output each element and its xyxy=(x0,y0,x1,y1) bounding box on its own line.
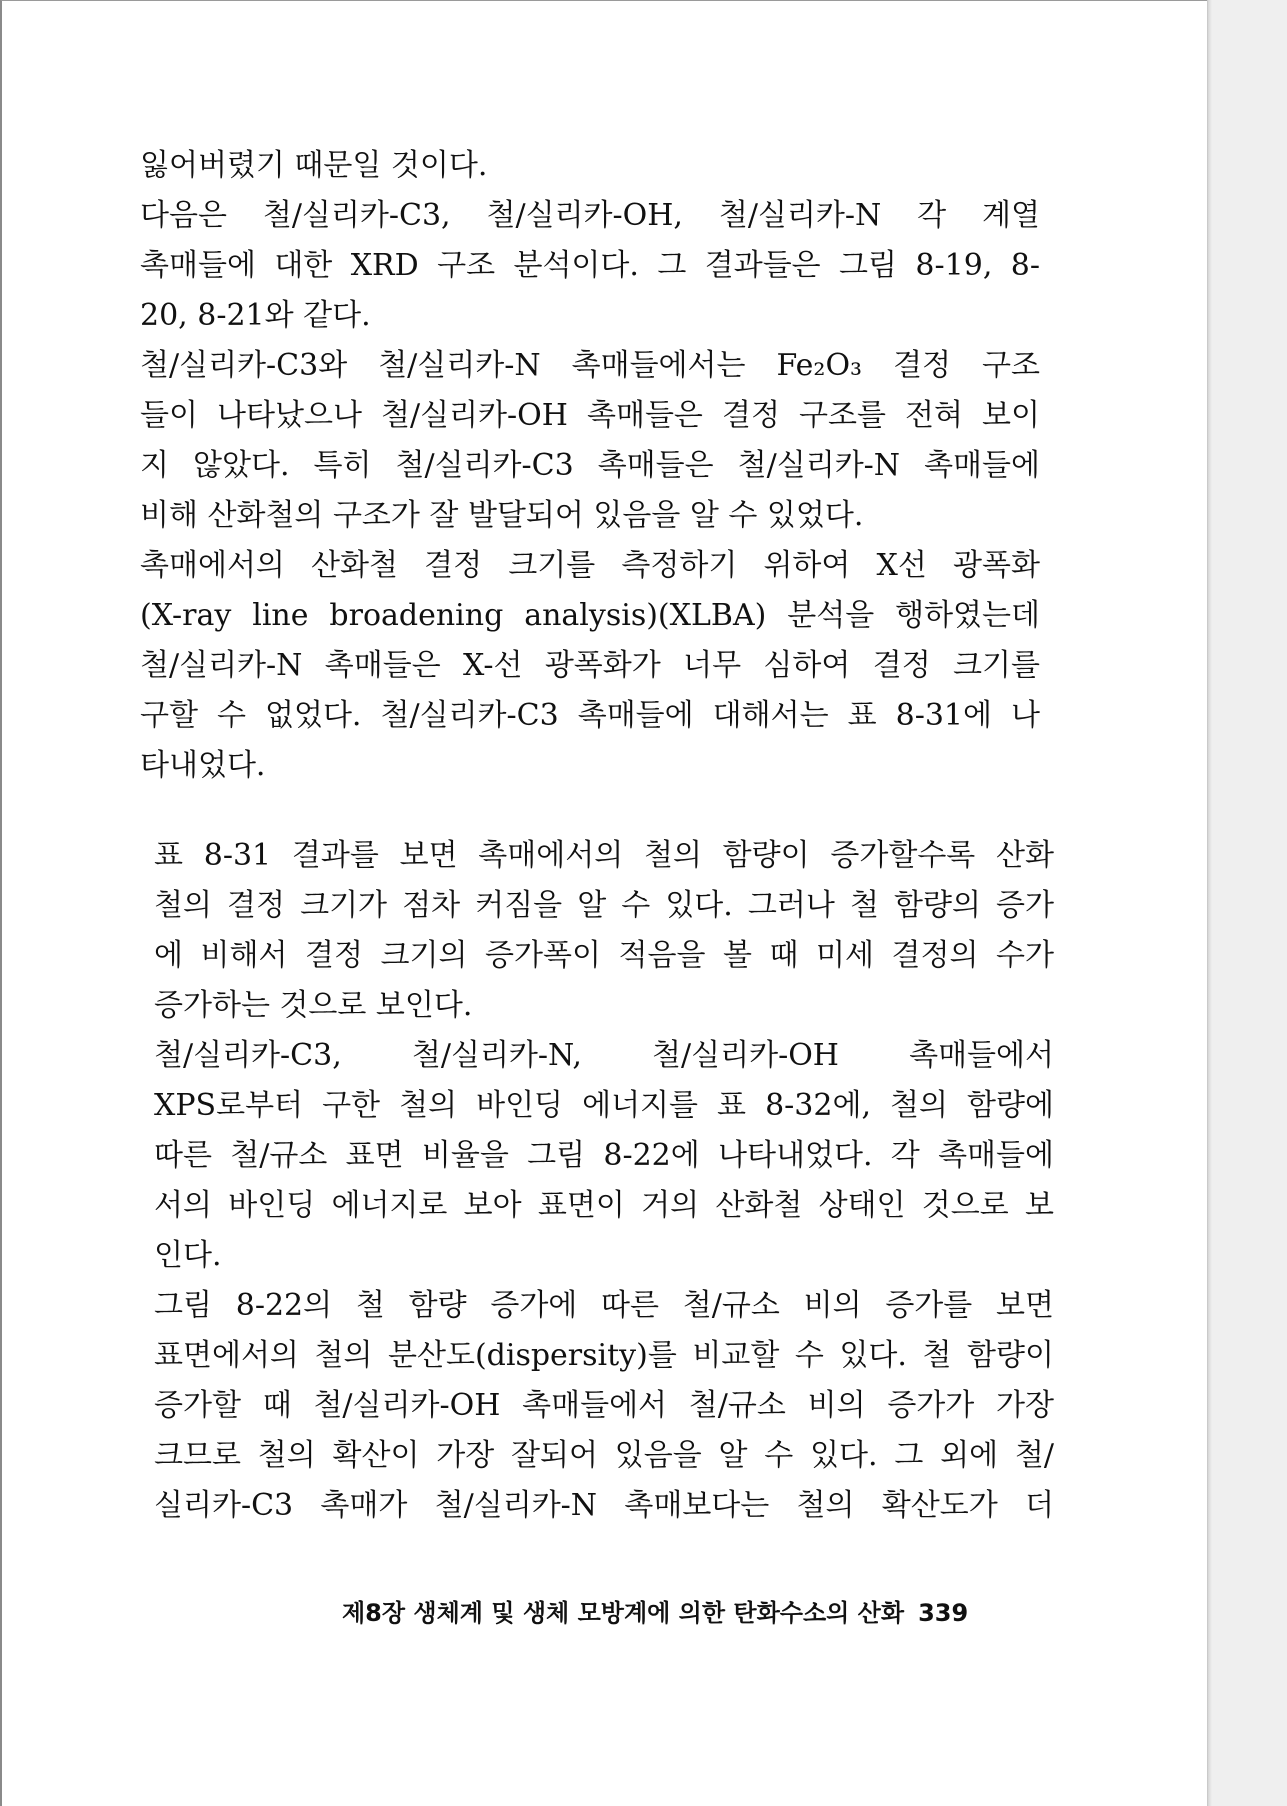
text-line: 그림 8-22의 철 함량 증가에 따른 철/규소 비의 증가를 보면 xyxy=(154,1288,1054,1323)
text-line: (X-ray line broadening analysis)(XLBA) 분석을 행하였는데 xyxy=(140,598,1040,633)
page-footer xyxy=(342,1593,968,1628)
text-line: 실리카-C3 촉매가 철/실리카-N 촉매보다는 철의 확산도가 더 xyxy=(154,1488,1054,1523)
text-line: 증가하는 것으로 보인다. xyxy=(154,988,473,1023)
text-line: 구할 수 없었다. 철/실리카-C3 촉매들에 대해서는 표 8-31에 나 xyxy=(140,698,1040,733)
text-line: 들이 나타났으나 철/실리카-OH 촉매들은 결정 구조를 전혀 보이 xyxy=(140,398,1040,433)
body-text-lower xyxy=(154,831,1054,1571)
text-line: 에 비해서 결정 크기의 증가폭이 적음을 볼 때 미세 결정의 수가 xyxy=(154,938,1054,973)
text-line: 표면에서의 철의 분산도(dispersity)를 비교할 수 있다. 철 함량이 xyxy=(154,1338,1054,1373)
text-line: 지 않았다. 특히 철/실리카-C3 촉매들은 철/실리카-N 촉매들에 xyxy=(140,448,1040,483)
viewer-background xyxy=(1212,0,1287,1806)
text-line: 철/실리카-C3, 철/실리카-N, 철/실리카-OH 촉매들에서 xyxy=(154,1038,1054,1073)
text-line: 철/실리카-N 촉매들은 X-선 광폭화가 너무 심하여 결정 크기를 xyxy=(140,648,1040,683)
text-line: 타내었다. xyxy=(140,748,266,783)
text-line: 서의 바인딩 에너지로 보아 표면이 거의 산화철 상태인 것으로 보 xyxy=(154,1188,1054,1223)
text-line: XPS로부터 구한 철의 바인딩 에너지를 표 8-32에, 철의 함량에 xyxy=(154,1088,1054,1123)
text-line: 20, 8-21와 같다. xyxy=(140,298,371,333)
page-number: 339 xyxy=(918,1599,969,1627)
text-line: 다음은 철/실리카-C3, 철/실리카-OH, 철/실리카-N 각 계열 xyxy=(140,198,1040,233)
chapter-title: 제8장 생체계 및 생체 모방계에 의한 탄화수소의 산화 xyxy=(342,1599,905,1627)
text-line: 촉매에서의 산화철 결정 크기를 측정하기 위하여 X선 광폭화 xyxy=(140,548,1040,583)
text-line: 잃어버렸기 때문일 것이다. xyxy=(140,148,488,183)
text-line: 크므로 철의 확산이 가장 잘되어 있음을 알 수 있다. 그 외에 철/ xyxy=(154,1438,1054,1473)
text-line: 철/실리카-C3와 철/실리카-N 촉매들에서는 Fe₂O₃ 결정 구조 xyxy=(140,348,1040,383)
text-line: 따른 철/규소 표면 비율을 그림 8-22에 나타내었다. 각 촉매들에 xyxy=(154,1138,1054,1173)
text-line: 인다. xyxy=(154,1238,222,1273)
text-line: 비해 산화철의 구조가 잘 발달되어 있음을 알 수 있었다. xyxy=(140,498,864,533)
text-line: 철의 결정 크기가 점차 커짐을 알 수 있다. 그러나 철 함량의 증가 xyxy=(154,888,1054,923)
text-line: 표 8-31 결과를 보면 촉매에서의 철의 함량이 증가할수록 산화 xyxy=(154,838,1054,873)
text-line: 촉매들에 대한 XRD 구조 분석이다. 그 결과들은 그림 8-19, 8- xyxy=(140,248,1040,283)
text-line: 증가할 때 철/실리카-OH 촉매들에서 철/규소 비의 증가가 가장 xyxy=(154,1388,1054,1423)
